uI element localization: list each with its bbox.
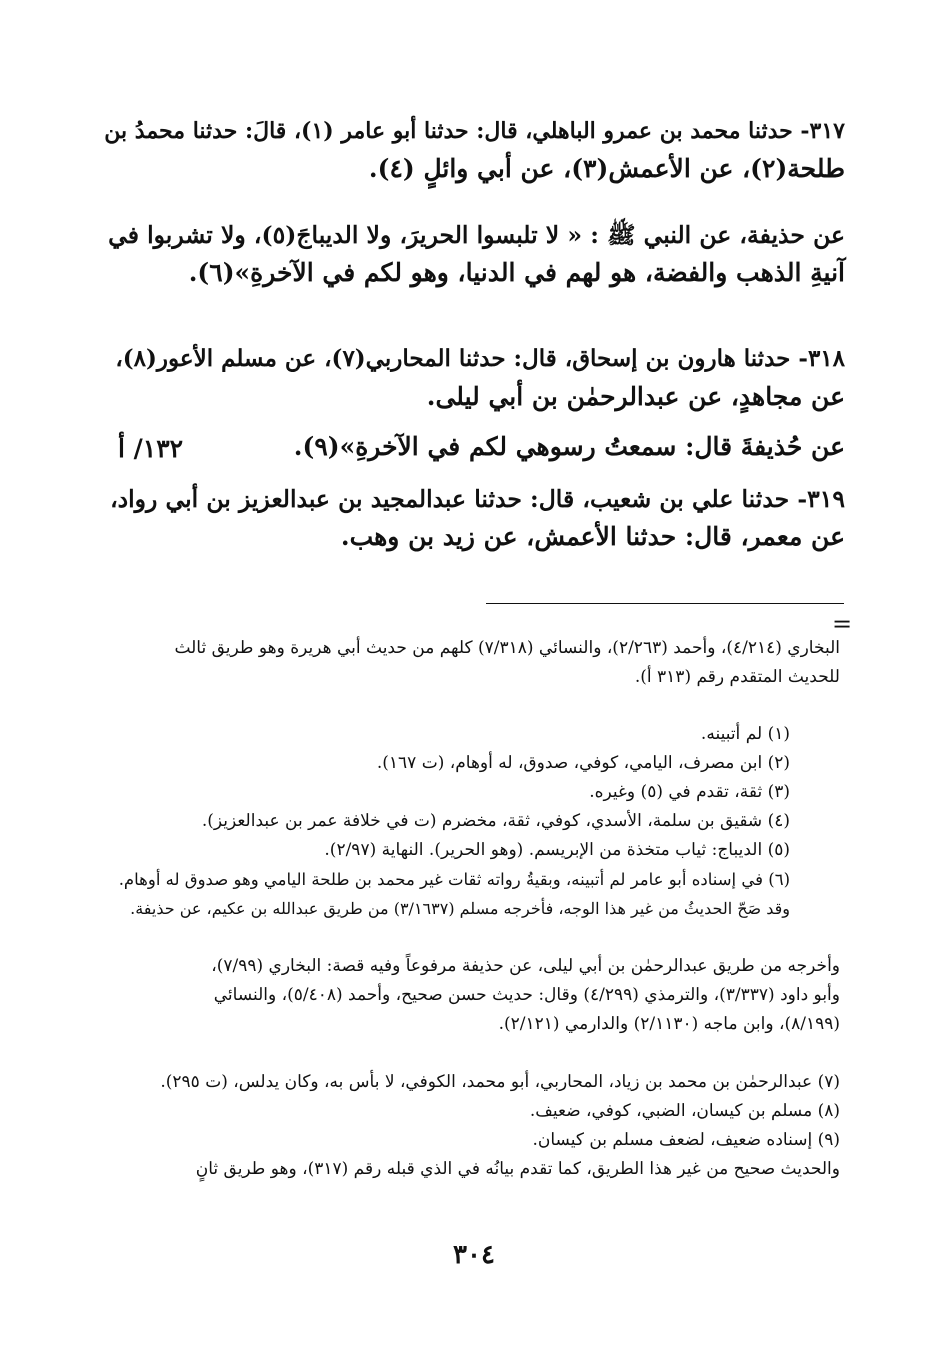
footnote-4: (٤) شقيق بن سلمة، الأسدي، كوفي، ثقة، مخضرم (ت في خلافة عمر بن عبدالعزيز). [201, 811, 790, 831]
hadith-319-isnad [100, 480, 845, 556]
hadith-317-matn [100, 216, 845, 292]
footnote-line: للحديث المتقدم رقم (٣١٣ أ). [634, 667, 840, 687]
text-line: عن معمر، قال: حدثنا الأعمش، عن زيد بن وهب. [340, 522, 845, 551]
footnote-5: (٥) الديباج: ثياب متخذة من الإبريسم. (وهو الحرير). النهاية (٢/٩٧). [324, 840, 790, 860]
text-line: ٣١٩- حدثنا علي بن شعيب، قال: حدثنا عبدالمجيد بن عبدالعزيز بن أبي رواد، [110, 485, 845, 513]
hadith-318-isnad [100, 340, 845, 416]
text-line: طلحة(٢)، عن الأعمش(٣)، عن أبي وائلٍ (٤). [368, 154, 845, 183]
footnote-continuation [110, 634, 840, 692]
footnote-3: (٣) ثقة، تقدم في (٥) وغيره. [589, 782, 790, 802]
hadith-317-isnad [100, 112, 845, 188]
footnote-line: (٨/١٩٩)، وابن ماجه (٢/١١٣٠) والدارمي (٢/١٢١). [498, 1014, 840, 1034]
text-line: عن حذيفة، عن النبي ﷺ : « لا تلبسوا الحريرَ، ولا الديباجَ(٥)، ولا تشربوا في [108, 221, 845, 249]
continuation-marker: = [832, 610, 853, 638]
hadith-318-matn [100, 428, 845, 466]
page-number: ٣٠٤ [453, 1240, 495, 1270]
footnote-line: وأبو داود (٣/٣٣٧)، والترمذي (٤/٢٩٩) وقال: حديث حسن صحيح، وأحمد (٥/٤٠٨)، والنسائي [213, 985, 840, 1005]
text-line: آنيةِ الذهب والفضة، هو لهم في الدنيا، وهو لكم في الآخرةِ»(٦). [188, 258, 845, 287]
footnote-line: البخاري (٤/٢١٤)، وأحمد (٢/٢٦٣)، والنسائي (٧/٣١٨) كلهم من حديث أبي هريرة وهو طريق ثالث [174, 638, 840, 658]
footnote-7: (٧) عبدالرحمٰن بن محمد بن زياد، المحاربي، أبو محمد، الكوفي، لا بأس به، وكان يدلس، (ت ٢٩٥). [160, 1072, 840, 1092]
footnote-8: (٨) مسلم بن كيسان، الضبي، كوفي، ضعيف. [529, 1101, 840, 1121]
text-line: ٣١٧- حدثنا محمد بن عمرو الباهلي، قال: حدثنا أبو عامر (١)، قالَ: حدثنا محمدُ بن [104, 118, 845, 144]
folio-marker: ١٣٢/ أ [118, 434, 184, 463]
footnotes-7-9 [110, 1068, 840, 1184]
footnote-6: (٦) في إسناده أبو عامر لم أتبينه، وبقيةُ رواته ثقات غير محمد بن طلحة اليامي وهو صدوق له أوهام. [118, 870, 790, 889]
text-line: ٣١٨- حدثنا هارون بن إسحاق، قال: حدثنا المحاربي(٧)، عن مسلم الأعور(٨)، [115, 345, 845, 372]
text-line: عن مجاهدٍ، عن عبدالرحمٰن بن أبي ليلى. [426, 382, 845, 411]
footnote-6-continuation [110, 952, 840, 1039]
footnote-6-line-2: وقد صَحّ الحديثُ من غير هذا الوجه، فأخرجه مسلم (٣/١٦٣٧) من طريق عبدالله بن عكيم، عن حذيفة. [130, 899, 790, 918]
text-line: عن حُذيفةَ قال: سمعتُ رسوهي لكم في الآخرةِ»(٩). [293, 432, 845, 461]
footnote-1: (١) لم أتبينه. [700, 724, 790, 744]
footnote-2: (٢) ابن مصرف، اليامي، كوفي، صدوق، له أوهام، (ت ١٦٧). [376, 753, 790, 773]
footnote-9: (٩) إسناده ضعيف، لضعف مسلم بن كيسان. [532, 1130, 840, 1150]
footnote-separator [486, 603, 844, 604]
footnote-line: وأخرجه من طريق عبدالرحمٰن بن أبي ليلى، عن حذيفة مرفوعاً وفيه قصة: البخاري (٧/٩٩)، [211, 956, 840, 976]
footnote-9-line-2: والحديث صحيح من غير هذا الطريق، كما تقدم بيانُه في الذي قبله رقم (٣١٧)، وهو طريق ثانٍ [195, 1159, 840, 1179]
footnotes-1-6 [110, 720, 790, 923]
